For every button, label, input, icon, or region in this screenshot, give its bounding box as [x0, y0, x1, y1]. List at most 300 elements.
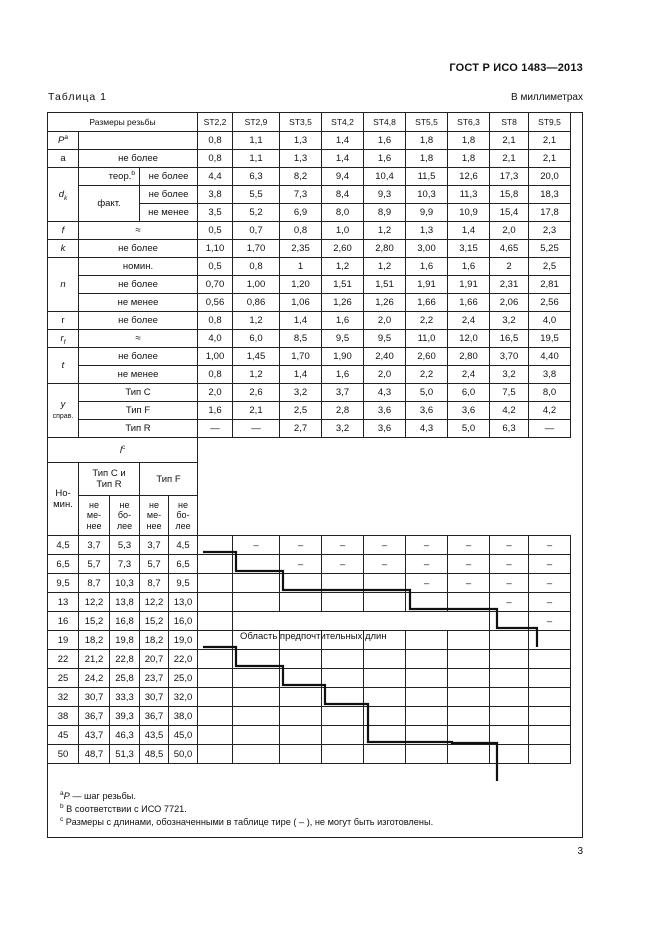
length-value-cell: 12,2 — [140, 593, 169, 612]
dash-cell: – — [406, 536, 448, 555]
length-value-cell: 5,3 — [110, 536, 140, 555]
length-value-cell: 48,7 — [79, 745, 110, 764]
value-cell: 6,0 — [448, 384, 490, 402]
value-cell: 6,3 — [490, 420, 529, 438]
length-value-cell: 13,0 — [169, 593, 198, 612]
dash-cell: – — [233, 536, 280, 555]
dash-cell: – — [280, 555, 322, 574]
dash-cell: – — [529, 593, 571, 612]
empty-cell — [280, 688, 322, 707]
empty-cell — [280, 707, 322, 726]
row-P — [48, 132, 571, 150]
empty-cell — [406, 688, 448, 707]
dash-cell: – — [322, 536, 364, 555]
empty-cell — [490, 669, 529, 688]
value-cell: 10,9 — [448, 204, 490, 222]
value-cell: 19,5 — [529, 330, 571, 348]
value-cell: 1,06 — [280, 294, 322, 312]
empty-cell — [364, 650, 406, 669]
fakt-label: факт. — [79, 186, 140, 222]
value-cell: 7,3 — [280, 186, 322, 204]
value-cell: 3,00 — [406, 240, 448, 258]
size-header: ST6,3 — [448, 113, 490, 132]
length-value-cell: 10,3 — [110, 574, 140, 593]
type-c-r-header: Тип С и Тип R — [79, 463, 140, 496]
row-n-max — [48, 276, 571, 294]
length-value-cell: 6,5 — [48, 555, 79, 574]
value-cell: 1,10 — [198, 240, 233, 258]
value-cell: 2,0 — [198, 384, 233, 402]
empty-cell — [448, 631, 490, 650]
length-value-cell: 6,5 — [169, 555, 198, 574]
length-value-cell: 23,7 — [140, 669, 169, 688]
value-cell: 1,6 — [364, 150, 406, 168]
value-cell: 1,00 — [198, 348, 233, 366]
empty-cell — [448, 726, 490, 745]
value-cell: 0,7 — [233, 222, 280, 240]
empty-cell — [364, 574, 406, 593]
teor-label: теор.$^b$ — [79, 168, 140, 186]
value-cell: 2,60 — [406, 348, 448, 366]
approx-label: ≈ — [79, 222, 198, 240]
length-value-cell: 19 — [48, 631, 79, 650]
value-cell: 12,6 — [448, 168, 490, 186]
value-cell: 2,81 — [529, 276, 571, 294]
value-cell: 0,5 — [198, 222, 233, 240]
document-id: ГОСТ Р ИСО 1483—2013 — [449, 62, 583, 74]
empty-cell — [198, 574, 233, 593]
value-cell: 1,45 — [233, 348, 280, 366]
page-number: 3 — [577, 846, 583, 857]
value-cell: 2,4 — [448, 312, 490, 330]
size-header: ST9,5 — [529, 113, 571, 132]
param-a-label: a — [48, 150, 79, 168]
value-cell: 9,3 — [364, 186, 406, 204]
length-value-cell: 22 — [48, 650, 79, 669]
length-row — [48, 726, 571, 745]
value-cell: 3,70 — [490, 348, 529, 366]
row-y-r — [48, 420, 571, 438]
value-cell: 4,2 — [529, 402, 571, 420]
value-cell: 1,4 — [322, 150, 364, 168]
empty-cell — [490, 650, 529, 669]
value-cell: 3,8 — [198, 186, 233, 204]
size-header: ST3,5 — [280, 113, 322, 132]
value-cell: 2,7 — [280, 420, 322, 438]
row-rf — [48, 330, 571, 348]
value-cell: 11,3 — [448, 186, 490, 204]
value-cell: 1,91 — [448, 276, 490, 294]
length-value-cell: 38 — [48, 707, 79, 726]
value-cell: 3,7 — [322, 384, 364, 402]
value-cell: 9,5 — [322, 330, 364, 348]
value-cell: 8,5 — [280, 330, 322, 348]
value-cell: 18,3 — [529, 186, 571, 204]
length-value-cell: 39,3 — [110, 707, 140, 726]
value-cell: 11,0 — [406, 330, 448, 348]
param-t-label: t — [48, 348, 79, 384]
empty-cell — [448, 688, 490, 707]
value-cell: 2,0 — [490, 222, 529, 240]
value-cell: 2,1 — [233, 402, 280, 420]
length-value-cell: 45,0 — [169, 726, 198, 745]
limit-label: не менее — [79, 366, 198, 384]
value-cell: 5,25 — [529, 240, 571, 258]
value-cell: 8,4 — [322, 186, 364, 204]
table-caption: Таблица 1 — [48, 91, 107, 103]
row-n-nom — [48, 258, 571, 276]
type-f-header: Тип F — [140, 463, 198, 496]
length-value-cell: 22,8 — [110, 650, 140, 669]
length-row — [48, 555, 571, 574]
footnotes — [60, 790, 433, 829]
value-cell: 5,0 — [448, 420, 490, 438]
value-cell: 8,0 — [322, 204, 364, 222]
value-cell: 1,51 — [364, 276, 406, 294]
type-label: Тип R — [79, 420, 198, 438]
value-cell: 5,0 — [406, 384, 448, 402]
limit-header: не бо- лее — [110, 496, 140, 536]
length-row — [48, 707, 571, 726]
length-value-cell: 24,2 — [79, 669, 110, 688]
param-r-label: r — [48, 312, 79, 330]
value-cell: 20,0 — [529, 168, 571, 186]
dash-cell: – — [490, 574, 529, 593]
length-value-cell: 4,5 — [48, 536, 79, 555]
empty-cell — [448, 650, 490, 669]
empty-cell — [529, 631, 571, 650]
value-cell: 2,60 — [322, 240, 364, 258]
value-cell: 1,26 — [322, 294, 364, 312]
value-cell: 2,80 — [364, 240, 406, 258]
value-cell: 8,0 — [529, 384, 571, 402]
empty-cell — [233, 726, 280, 745]
dash-cell: – — [406, 555, 448, 574]
length-value-cell: 19,8 — [110, 631, 140, 650]
value-cell: 1,3 — [406, 222, 448, 240]
length-value-cell: 43,7 — [79, 726, 110, 745]
empty-cell — [280, 593, 322, 612]
blank-area — [198, 438, 571, 536]
size-header: ST5,5 — [406, 113, 448, 132]
empty-cell — [490, 631, 529, 650]
length-value-cell: 13 — [48, 593, 79, 612]
value-cell: 1,3 — [280, 132, 322, 150]
empty-cell — [448, 593, 490, 612]
empty-cell — [406, 745, 448, 764]
dash-cell: – — [490, 536, 529, 555]
empty-cell — [406, 650, 448, 669]
value-cell: 2,31 — [490, 276, 529, 294]
value-cell: 2,40 — [364, 348, 406, 366]
row-f — [48, 222, 571, 240]
empty-cell — [280, 574, 322, 593]
empty-cell — [233, 650, 280, 669]
row-y-c — [48, 384, 571, 402]
empty-cell — [233, 555, 280, 574]
value-cell: 0,8 — [198, 132, 233, 150]
value-cell: — — [529, 420, 571, 438]
dash-cell: – — [280, 536, 322, 555]
value-cell: 1,4 — [448, 222, 490, 240]
length-value-cell: 51,3 — [110, 745, 140, 764]
value-cell: 4,2 — [490, 402, 529, 420]
size-header: ST4,8 — [364, 113, 406, 132]
empty-cell — [322, 574, 364, 593]
footnote-a: $^a$P — шаг резьбы. — [60, 789, 136, 801]
value-cell: 3,5 — [198, 204, 233, 222]
length-value-cell: 22,0 — [169, 650, 198, 669]
limit-header: не бо- лее — [169, 496, 198, 536]
limit-header: не ме- нее — [140, 496, 169, 536]
length-value-cell: 18,2 — [140, 631, 169, 650]
empty-cell — [322, 593, 364, 612]
value-cell: 2,3 — [529, 222, 571, 240]
value-cell: 1,4 — [322, 132, 364, 150]
empty-cell — [490, 707, 529, 726]
limit-label: не менее — [140, 204, 198, 222]
length-value-cell: 3,7 — [79, 536, 110, 555]
value-cell: 1,1 — [233, 132, 280, 150]
value-cell: 7,5 — [490, 384, 529, 402]
value-cell: 4,65 — [490, 240, 529, 258]
length-value-cell: 25 — [48, 669, 79, 688]
value-cell: 17,3 — [490, 168, 529, 186]
empty-cell — [322, 669, 364, 688]
dash-cell: – — [529, 574, 571, 593]
empty-cell — [233, 745, 280, 764]
value-cell: 1,26 — [364, 294, 406, 312]
value-cell: 2,1 — [490, 150, 529, 168]
length-label: $l^c$ — [48, 438, 198, 463]
length-row — [48, 669, 571, 688]
value-cell: 3,2 — [322, 420, 364, 438]
dash-cell: – — [448, 574, 490, 593]
length-value-cell: 36,7 — [79, 707, 110, 726]
value-cell: 3,6 — [364, 420, 406, 438]
value-cell: 1,8 — [448, 150, 490, 168]
length-row — [48, 536, 571, 555]
value-cell: 3,6 — [448, 402, 490, 420]
value-cell: 2,6 — [233, 384, 280, 402]
row-dk-fakt-max — [48, 186, 571, 204]
empty-cell — [490, 726, 529, 745]
length-row — [48, 574, 571, 593]
value-cell: 17,8 — [529, 204, 571, 222]
value-cell: 15,4 — [490, 204, 529, 222]
empty-cell — [198, 536, 233, 555]
empty-cell — [280, 669, 322, 688]
param-y-label: y справ. — [48, 384, 79, 438]
value-cell: 1,2 — [364, 222, 406, 240]
value-cell: 2,1 — [490, 132, 529, 150]
preferred-area-cell — [233, 612, 490, 631]
value-cell: 3,6 — [364, 402, 406, 420]
value-cell: 0,8 — [198, 312, 233, 330]
size-header: ST8 — [490, 113, 529, 132]
value-cell: 2,35 — [280, 240, 322, 258]
empty-cell — [364, 745, 406, 764]
value-cell: 4,0 — [529, 312, 571, 330]
limit-label: номин. — [79, 258, 198, 276]
value-cell: 2,1 — [529, 150, 571, 168]
value-cell: 1,90 — [322, 348, 364, 366]
empty-cell — [233, 669, 280, 688]
empty-cell — [364, 669, 406, 688]
value-cell: 0,8 — [233, 258, 280, 276]
value-cell: 10,4 — [364, 168, 406, 186]
value-cell: 2,80 — [448, 348, 490, 366]
empty-cell — [198, 631, 233, 650]
length-value-cell: 15,2 — [79, 612, 110, 631]
value-cell: 2,2 — [406, 312, 448, 330]
footnote-c: $^c$ Размеры с длинами, обозначенными в таблице тире ( – ), не могут быть изготовлены. — [60, 815, 434, 827]
value-cell: 1,2 — [233, 366, 280, 384]
row-k — [48, 240, 571, 258]
empty-cell — [233, 707, 280, 726]
approx-label: ≈ — [79, 330, 198, 348]
length-value-cell: 32 — [48, 688, 79, 707]
empty-cell — [490, 745, 529, 764]
value-cell: 1,6 — [322, 312, 364, 330]
limit-label: не более — [79, 150, 198, 168]
length-value-cell: 16,8 — [110, 612, 140, 631]
value-cell: 1,6 — [364, 132, 406, 150]
length-value-cell: 25,0 — [169, 669, 198, 688]
value-cell: 9,5 — [364, 330, 406, 348]
value-cell: 2 — [490, 258, 529, 276]
empty-cell — [322, 650, 364, 669]
length-value-cell: 4,5 — [169, 536, 198, 555]
empty-cell — [198, 650, 233, 669]
length-value-cell: 46,3 — [110, 726, 140, 745]
limit-label: не более — [79, 348, 198, 366]
empty-cell — [529, 745, 571, 764]
value-cell: 1,6 — [198, 402, 233, 420]
value-cell: 4,3 — [364, 384, 406, 402]
length-value-cell: 16,0 — [169, 612, 198, 631]
empty-cell — [198, 745, 233, 764]
value-cell: 5,2 — [233, 204, 280, 222]
type-label: Тип F — [79, 402, 198, 420]
param-dk-label: $d_k$ — [48, 168, 79, 222]
value-cell: 1,2 — [322, 258, 364, 276]
empty-cell — [529, 688, 571, 707]
value-cell: 1,8 — [406, 150, 448, 168]
value-cell: 2,06 — [490, 294, 529, 312]
row-r — [48, 312, 571, 330]
length-value-cell: 3,7 — [140, 536, 169, 555]
empty-cell — [529, 707, 571, 726]
value-cell: 0,56 — [198, 294, 233, 312]
empty-cell — [198, 707, 233, 726]
length-row — [48, 688, 571, 707]
length-row — [48, 745, 571, 764]
value-cell: 1,0 — [322, 222, 364, 240]
value-cell: 8,9 — [364, 204, 406, 222]
value-cell: 4,4 — [198, 168, 233, 186]
empty-cell — [406, 669, 448, 688]
empty-cell — [198, 593, 233, 612]
row-t-min — [48, 366, 571, 384]
value-cell: 1,91 — [406, 276, 448, 294]
value-cell: 1,6 — [448, 258, 490, 276]
length-value-cell: 8,7 — [79, 574, 110, 593]
footnote-a-text: — шаг резьбы. — [69, 791, 136, 801]
limit-label: не более — [79, 276, 198, 294]
limit-label: не менее — [79, 294, 198, 312]
length-row — [48, 650, 571, 669]
preferred-length-area-label: Область предпочтительных длин — [240, 631, 387, 642]
size-header: ST2,9 — [233, 113, 280, 132]
empty-cell — [529, 726, 571, 745]
limit-label: не более — [140, 168, 198, 186]
value-cell: 1,20 — [280, 276, 322, 294]
empty-cell — [233, 574, 280, 593]
value-cell: 1,00 — [233, 276, 280, 294]
empty-cell — [529, 650, 571, 669]
value-cell: 2,2 — [406, 366, 448, 384]
value-cell: 9,9 — [406, 204, 448, 222]
length-value-cell: 38,0 — [169, 707, 198, 726]
value-cell: 4,3 — [406, 420, 448, 438]
value-cell: 3,2 — [280, 384, 322, 402]
type-label: Тип С — [79, 384, 198, 402]
length-value-cell: 48,5 — [140, 745, 169, 764]
value-cell: 2,0 — [364, 312, 406, 330]
empty-cell — [448, 745, 490, 764]
length-value-cell: 30,7 — [140, 688, 169, 707]
value-cell: 2,5 — [280, 402, 322, 420]
value-cell: 0,8 — [280, 222, 322, 240]
header-row — [48, 113, 571, 132]
value-cell: 8,2 — [280, 168, 322, 186]
value-cell: — — [233, 420, 280, 438]
row-dk-teor — [48, 168, 571, 186]
dash-cell: – — [364, 536, 406, 555]
value-cell: 1,66 — [406, 294, 448, 312]
footnote-b: $^b$ В соответствии с ИСО 7721. — [60, 802, 187, 814]
empty-cell — [322, 745, 364, 764]
value-cell: 2,56 — [529, 294, 571, 312]
length-value-cell: 43,5 — [140, 726, 169, 745]
limit-label: не более — [79, 312, 198, 330]
value-cell: 2,4 — [448, 366, 490, 384]
value-cell: 0,5 — [198, 258, 233, 276]
value-cell: 1,66 — [448, 294, 490, 312]
length-value-cell: 13,8 — [110, 593, 140, 612]
value-cell: 1,8 — [406, 132, 448, 150]
param-rf-label: $r_f$ — [48, 330, 79, 348]
dash-cell: – — [490, 593, 529, 612]
units-note: В миллиметрах — [511, 92, 583, 103]
dash-cell: – — [406, 574, 448, 593]
empty-cell — [280, 650, 322, 669]
value-cell: 1,70 — [280, 348, 322, 366]
length-value-cell: 36,7 — [140, 707, 169, 726]
value-cell: 10,3 — [406, 186, 448, 204]
length-row — [48, 612, 571, 631]
row-l-header — [48, 438, 571, 463]
length-value-cell: 50,0 — [169, 745, 198, 764]
length-value-cell: 9,5 — [169, 574, 198, 593]
empty-cell — [198, 555, 233, 574]
value-cell: 2,5 — [529, 258, 571, 276]
empty-cell — [198, 669, 233, 688]
length-value-cell: 15,2 — [140, 612, 169, 631]
value-cell: 4,40 — [529, 348, 571, 366]
value-cell: 15,8 — [490, 186, 529, 204]
